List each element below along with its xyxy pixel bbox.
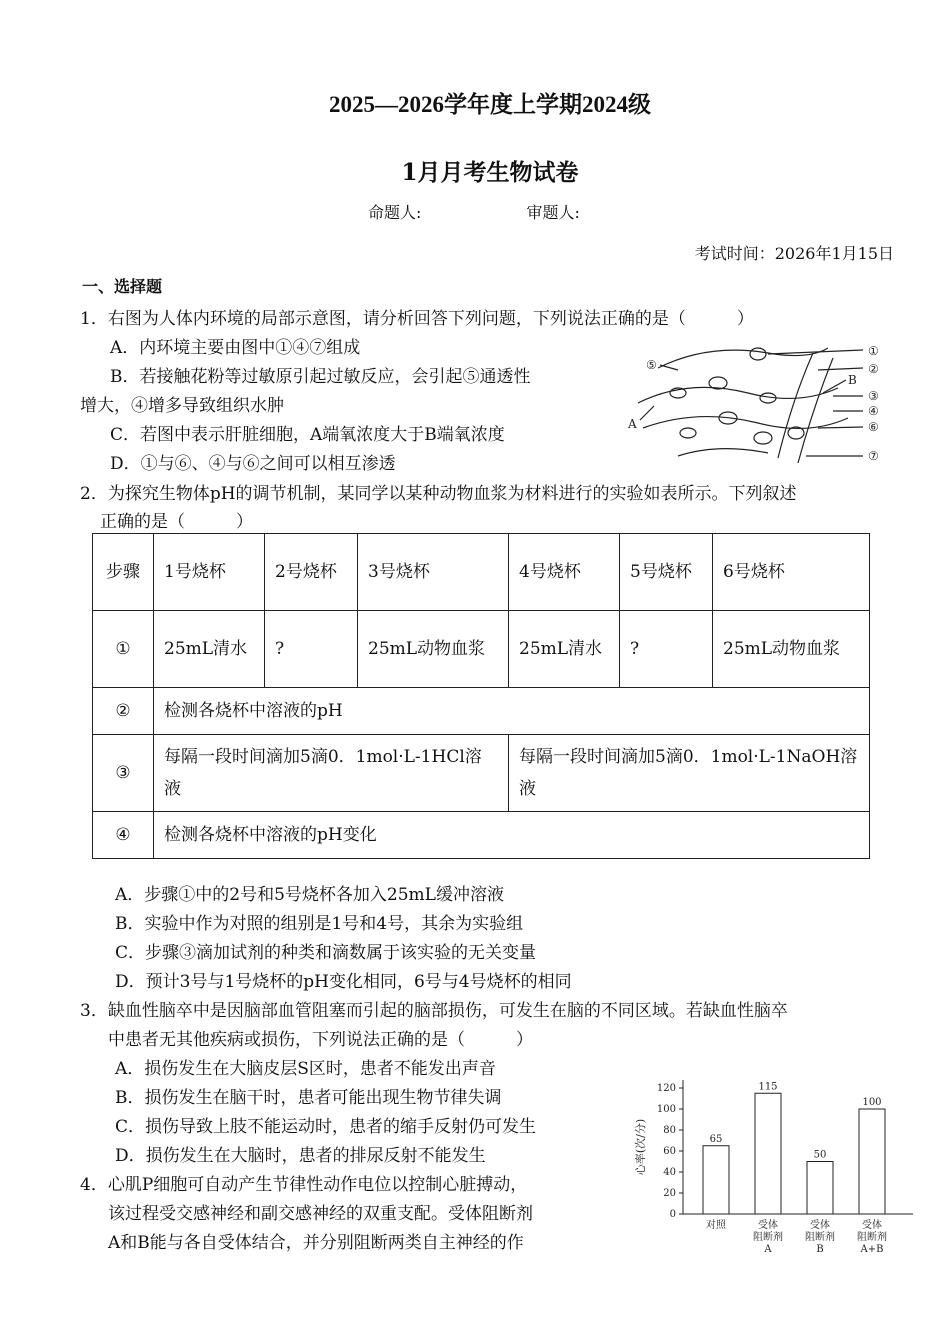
fig1-label-7: ⑦ [868,449,879,463]
chart-category-label: 阻断剂 [753,1232,783,1243]
q1-option-a: A．内环境主要由图中①④⑦组成 [110,338,361,358]
q3-option-b: B．损伤发生在脑干时，患者可能出现生物节律失调 [115,1088,502,1108]
table-cell: 25mL动物血浆 [358,611,509,688]
fig1-label-a: A [628,417,637,431]
fig1-label-2: ② [868,362,879,376]
chart-bar [755,1093,781,1214]
q3-option-d: D．损伤发生在大脑时，患者的排尿反射不能发生 [115,1146,486,1166]
chart-bar [703,1146,729,1214]
q2-option-b: B．实验中作为对照的组别是1号和4号，其余为实验组 [115,914,524,934]
table-row4-text: 检测各烧杯中溶液的pH变化 [154,812,870,859]
chart-y-tick-label: 80 [663,1125,676,1136]
q2-stem: 2．为探究生物体pH的调节机制，某同学以某种动物血浆为材料进行的实验如表所示。下列叙述 [80,484,797,504]
q2-option-a: A．步骤①中的2号和5号烧杯各加入25mL缓冲溶液 [115,885,504,905]
q3-option-a: A．损伤发生在大脑皮层S区时，患者不能发出声音 [115,1059,496,1079]
chart-y-tick-label: 100 [656,1104,676,1115]
exam-title-line2: 1月月考生物试卷 [401,159,579,186]
heart-rate-chart [628,1070,928,1260]
q2-option-d: D．预计3号与1号烧杯的pH变化相同，6号与4号烧杯的相同 [115,972,572,992]
chart-y-tick-label: 40 [663,1167,676,1178]
chart-value-label: 100 [862,1097,882,1108]
table-beaker-3: 3号烧杯 [358,534,509,611]
table-beaker-5: 5号烧杯 [620,534,713,611]
experiment-table [92,533,870,859]
chart-category-label: A [764,1244,772,1255]
table-row4-step: ④ [93,812,154,859]
q1-option-b-cont: 增大，④增多导致组织水肿 [80,396,284,416]
table-row2-step: ② [93,688,154,735]
chart-category-label: A+B [860,1244,884,1255]
q3-stem-cont: 中患者无其他疾病或损伤，下列说法正确的是（ ） [108,1030,533,1050]
q4-line2: 该过程受交感神经和副交感神经的双重支配。受体阻断剂 [108,1204,533,1224]
chart-category-label: 对照 [706,1220,726,1231]
q4-line3: A和B能与各自受体结合，并分别阻断两类自主神经的作 [108,1233,524,1253]
q4-line1: 4．心肌P细胞可自动产生节律性动作电位以控制心脏搏动， [80,1175,528,1195]
table-row1-step: ① [93,611,154,688]
table-beaker-2: 2号烧杯 [265,534,358,611]
authors-line [368,200,580,223]
q1-option-b: B．若接触花粉等过敏原引起过敏反应，会引起⑤通透性 [110,367,531,387]
chart-category-label: 受体 [862,1220,882,1231]
table-beaker-1: 1号烧杯 [154,534,265,611]
table-row3-step: ③ [93,735,154,812]
table-cell: ? [620,611,713,688]
q2-option-c: C．步骤③滴加试剂的种类和滴数属于该实验的无关变量 [115,943,537,963]
author-label: 命题人: [368,203,422,222]
chart-bar [859,1109,885,1214]
chart-bar [807,1162,833,1215]
table-row3-right: 每隔一段时间滴加5滴0．1mol·L-1NaOH溶液 [509,735,870,812]
q2-stem-cont: 正确的是（ ） [100,512,253,532]
table-cell: 25mL动物血浆 [713,611,870,688]
q1-option-c: C．若图中表示肝脏细胞，A端氧浓度大于B端氧浓度 [110,425,505,445]
chart-value-label: 50 [813,1149,827,1161]
table-row2-text: 检测各烧杯中溶液的pH [154,688,870,735]
q3-stem: 3．缺血性脑卒中是因脑部血管阻塞而引起的脑部损伤，可发生在脑的不同区域。若缺血性脑卒 [80,1001,788,1021]
table-beaker-4: 4号烧杯 [509,534,620,611]
exam-time: 考试时间：2026年1月15日 [694,244,894,263]
section-heading: 一、选择题 [82,277,163,296]
chart-category-label: 阻断剂 [805,1232,835,1243]
q1-option-d: D．①与⑥、④与⑥之间可以相互渗透 [110,454,396,474]
chart-category-label: 阻断剂 [857,1232,887,1243]
chart-category-label: B [816,1244,824,1255]
chart-y-tick-label: 0 [669,1209,676,1220]
fig1-label-5: ⑤ [646,358,657,372]
table-cell: 25mL清水 [509,611,620,688]
table-row3-left: 每隔一段时间滴加5滴0．1mol·L-1HCl溶液 [154,735,509,812]
table-cell: 25mL清水 [154,611,265,688]
chart-category-label: 受体 [758,1220,778,1231]
chart-y-label: 心率(次/分) [634,1118,647,1176]
reviewer-label: 审题人: [526,203,580,222]
chart-y-tick-label: 120 [656,1083,676,1094]
fig1-label-b: B [848,373,857,387]
chart-value-label: 115 [758,1081,778,1093]
table-cell: ? [265,611,358,688]
chart-y-tick-label: 20 [663,1188,676,1199]
table-beaker-6: 6号烧杯 [713,534,870,611]
q3-option-c: C．损伤导致上肢不能运动时，患者的缩手反射仍可发生 [115,1117,537,1137]
fig1-label-3: ③ [868,389,879,403]
chart-value-label: 65 [709,1133,723,1145]
table-step-header: 步骤 [93,534,154,611]
chart-y-tick-label: 60 [663,1146,676,1157]
chart-category-label: 受体 [810,1220,830,1231]
fig1-label-6: ⑥ [868,420,879,434]
q1-stem: 1．右图为人体内环境的局部示意图，请分析回答下列问题，下列说法正确的是（ ） [80,309,754,329]
fig1-label-4: ④ [868,404,879,418]
fig1-label-1: ① [868,344,879,358]
exam-title-line1: 2025—2026学年度上学期2024级 [329,92,651,117]
internal-environment-diagram [618,338,888,468]
